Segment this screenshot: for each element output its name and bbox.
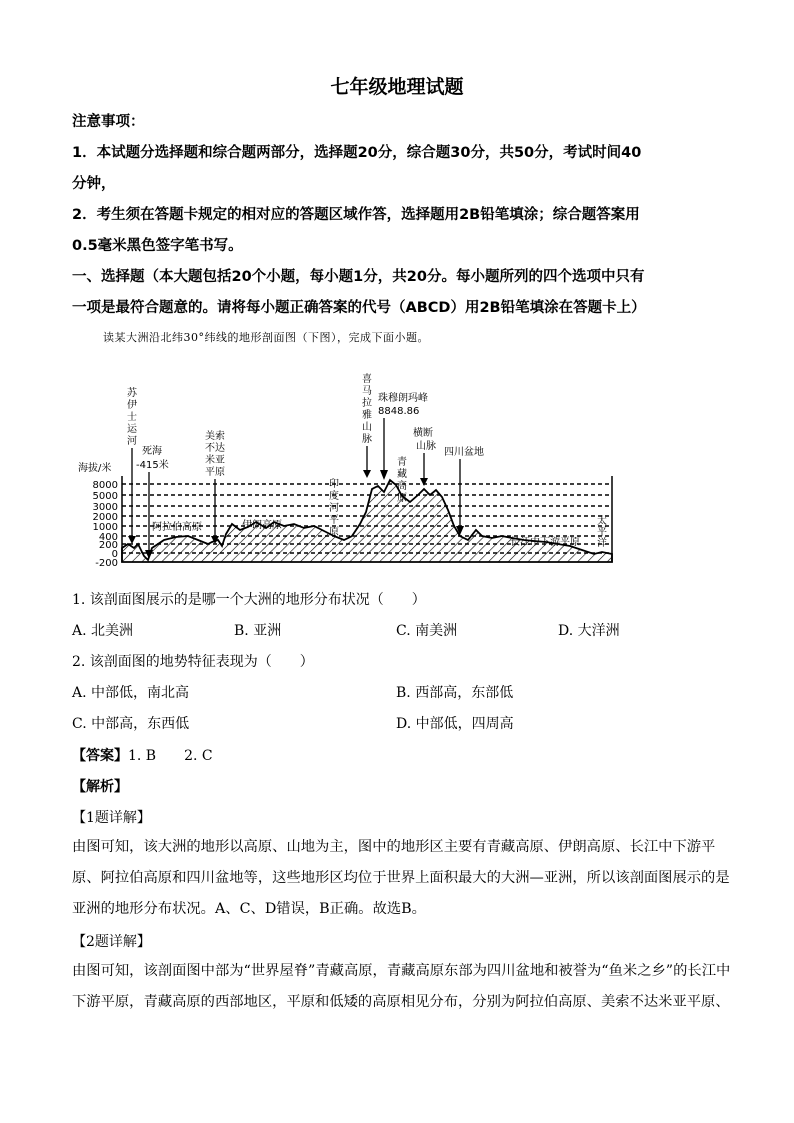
svg-text:平: 平 [329, 515, 339, 526]
svg-text:美索: 美索 [205, 431, 225, 442]
svg-text:拉: 拉 [362, 398, 372, 409]
svg-text:雅: 雅 [362, 410, 372, 421]
question-1-option-c[interactable]: C. 南美洲 [396, 623, 458, 639]
label-arabian-plateau: 阿拉伯高原 [152, 522, 202, 533]
figure-instruction: 读某大洲沿北纬30°纬线的地形剖面图（下图），完成下面小题。 [103, 331, 429, 344]
svg-text:洋: 洋 [597, 538, 607, 549]
y-tick-400: 400 [98, 532, 118, 543]
answer-line [72, 745, 213, 765]
question-1-option-a[interactable]: A. 北美洲 [72, 623, 134, 639]
arrow-head-everest [380, 470, 388, 480]
detail-1-line-2: 原、阿拉伯高原和四川盆地等，这些地形区均位于世界上面积最大的大洲—亚洲，所以该剖面图展示的是 [72, 870, 730, 886]
svg-text:高: 高 [397, 481, 407, 492]
y-tick-3000: 3000 [92, 502, 118, 513]
detail-1-tag: 【1题详解】 [72, 810, 151, 826]
label-sichuan-basin: 四川盆地 [444, 447, 484, 458]
label-himalaya [362, 372, 372, 445]
note-item-2-line-2: 0.5毫米黑色签字笔书写。 [72, 238, 243, 254]
y-tick-5000: 5000 [92, 491, 118, 502]
page-title: 七年级地理试题 [330, 76, 464, 98]
label-suez-canal [127, 386, 138, 447]
svg-text:原: 原 [329, 527, 339, 538]
note-item-2-line-1: 2．考生须在答题卡规定的相对应的答题区域作答，选择题用2B铅笔填涂；综合题答案用 [72, 207, 640, 223]
detail-1-line-3: 亚洲的地形分布状况。A、C、D错误，B正确。故选B。 [72, 901, 426, 917]
section-heading-line-2: 一项是最符合题意的。请将每小题正确答案的代号（ABCD）用2B铅笔填涂在答题卡上） [72, 300, 646, 316]
svg-text:青: 青 [397, 457, 407, 468]
svg-text:苏: 苏 [127, 388, 137, 399]
label-yangtze-plain: 长江中下游平原 [510, 537, 580, 548]
svg-text:平: 平 [597, 527, 607, 538]
svg-text:藏: 藏 [397, 469, 407, 480]
y-tick-labels [93, 480, 118, 569]
detail-2-tag: 【2题详解】 [72, 934, 151, 950]
svg-text:伊: 伊 [127, 400, 137, 411]
question-2-option-b[interactable]: B. 西部高，东部低 [396, 685, 514, 701]
question-2-option-d[interactable]: D. 中部低，四周高 [396, 716, 514, 732]
detail-2-line-2: 下游平原，青藏高原的西部地区，平原和低矮的高原相见分布，分别为阿拉伯高原、美索不达米亚平原、 [72, 994, 730, 1010]
label-dead-sea: 死海 [142, 446, 162, 457]
question-2-stem: 2. 该剖面图的地势特征表现为（ ） [72, 654, 314, 670]
svg-text:平原: 平原 [205, 467, 225, 478]
analysis-tag: 【解析】 [72, 779, 128, 795]
y-axis-label: 海拔/米 [78, 463, 112, 474]
note-item-1-line-2: 分钟， [72, 176, 116, 192]
svg-text:脉: 脉 [362, 434, 372, 445]
svg-text:河: 河 [127, 436, 137, 447]
question-1-option-d[interactable]: D. 大洋洲 [558, 623, 620, 639]
y-tick-1000: 1000 [92, 522, 118, 533]
notes-heading: 注意事项： [72, 114, 145, 130]
detail-1-paragraph [72, 832, 730, 925]
svg-text:山: 山 [362, 422, 372, 433]
label-indus-plain [329, 477, 339, 538]
svg-text:太: 太 [597, 516, 607, 527]
label-hengduan-line-2: 山脉 [416, 441, 436, 452]
svg-text:士: 士 [127, 412, 137, 423]
svg-text:米亚: 米亚 [205, 455, 225, 466]
svg-text:度: 度 [329, 491, 339, 502]
y-tick-200: 200 [98, 540, 118, 551]
answer-tag: 【答案】 [72, 748, 128, 764]
label-mesopotamia [205, 429, 225, 478]
label-hengduan-line-1: 横断 [413, 428, 433, 439]
question-2-option-a[interactable]: A. 中部低，南北高 [72, 685, 190, 701]
svg-text:喜: 喜 [362, 374, 372, 385]
svg-text:马: 马 [362, 386, 372, 397]
y-tick-8000: 8000 [92, 480, 118, 491]
arrow-head-himalaya [363, 470, 371, 478]
section-heading-line-1: 一、选择题（本大题包括20个小题，每小题1分，共20分。每小题所列的四个选项中只有 [72, 269, 645, 285]
terrain-profile-figure [72, 364, 632, 572]
detail-2-paragraph [72, 956, 731, 1018]
detail-1-line-1: 由图可知，该大洲的地形以高原、山地为主，图中的地形区主要有青藏高原、伊朗高原、长江中下游平 [72, 839, 716, 855]
label-pacific [597, 514, 607, 549]
terrain-profile [122, 480, 612, 562]
answer-text: 1. B 2. C [128, 748, 213, 764]
svg-text:原: 原 [397, 493, 407, 504]
svg-text:运: 运 [127, 424, 137, 435]
detail-2-line-1: 由图可知，该剖面图中部为“世界屋脊”青藏高原，青藏高原东部为四川盆地和被誉为“鱼米之乡”的长江中 [72, 963, 731, 979]
y-tick-2000: 2000 [92, 512, 118, 523]
svg-text:印: 印 [329, 479, 339, 490]
question-1-option-b[interactable]: B. 亚洲 [234, 623, 282, 639]
note-item-1-line-1: 1．本试题分选择题和综合题两部分，选择题20分，综合题30分，共50分，考试时间40 [72, 145, 642, 161]
label-everest: 珠穆朗玛峰 [378, 393, 428, 404]
svg-text:河: 河 [329, 503, 339, 514]
arrow-head-suez [128, 536, 136, 544]
question-2-option-c[interactable]: C. 中部高，东西低 [72, 716, 190, 732]
y-tick-0: 0 [111, 549, 118, 560]
question-1-stem: 1. 该剖面图展示的是哪一个大洲的地形分布状况（ ） [72, 592, 426, 608]
label-iranian-plateau: 伊朗高原 [242, 520, 282, 531]
svg-text:不达: 不达 [205, 443, 225, 454]
label-everest-elevation: 8848.86 [378, 406, 420, 417]
label-dead-sea-elevation: -415米 [136, 460, 169, 471]
label-tibetan-plateau [397, 455, 407, 504]
y-tick-minus-200: -200 [95, 558, 118, 569]
